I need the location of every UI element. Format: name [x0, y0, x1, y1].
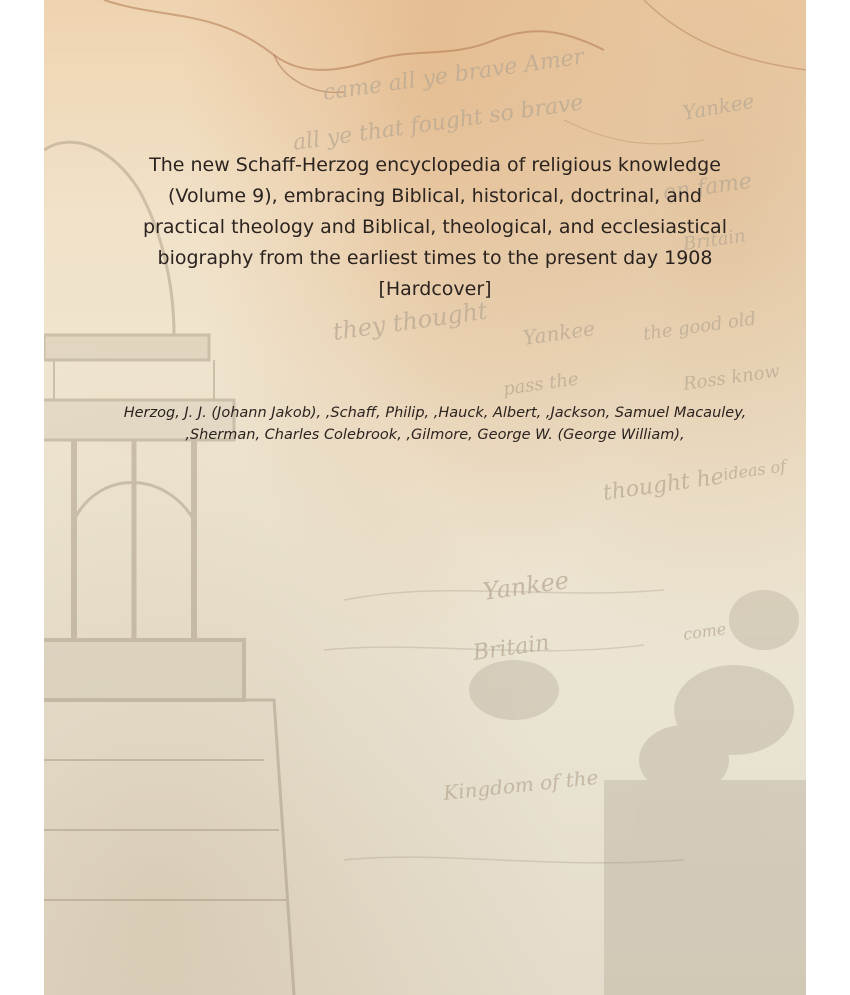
svg-text:Kingdom of the: Kingdom of the — [442, 764, 600, 805]
book-title: The new Schaff-Herzog encyclopedia of religious knowledge (Volume 9), embracing Biblical, historical, doctrinal, and practical theology and Biblical, theological, and ecclesiastical biography from the earliest times to the present day 1908 [Hardcover] — [143, 154, 727, 300]
paper-crack — [644, 0, 806, 70]
svg-text:the good old: the good old — [641, 308, 758, 345]
svg-text:came all ye brave Amer: came all ye brave Amer — [321, 44, 586, 106]
svg-text:Yankee: Yankee — [521, 316, 597, 350]
svg-text:Britain: Britain — [471, 630, 551, 666]
svg-text:Britain: Britain — [681, 225, 747, 255]
svg-text:all ye that fought so brave: all ye that fought so brave — [291, 90, 585, 156]
paper-crack — [564, 120, 704, 144]
svg-text:ideas of: ideas of — [721, 456, 788, 484]
book-cover — [44, 0, 806, 995]
svg-text:Ross know: Ross know — [681, 360, 782, 395]
book-authors: Herzog, J. J. (Johann Jakob), ,Schaff, Philip, ,Hauck, Albert, ,Jackson, Samuel Macauley, ,Sherman, Charles Colebrook, ,Gilmore, George W. (George William), — [123, 405, 747, 443]
svg-text:thought he: thought he — [601, 464, 726, 506]
svg-text:they thought: they thought — [330, 296, 490, 346]
svg-text:on fame: on fame — [661, 168, 754, 206]
svg-text:come: come — [681, 619, 728, 644]
svg-text:pass the: pass the — [501, 368, 580, 400]
svg-text:Yankee: Yankee — [680, 88, 757, 125]
svg-text:Yankee: Yankee — [480, 566, 571, 606]
